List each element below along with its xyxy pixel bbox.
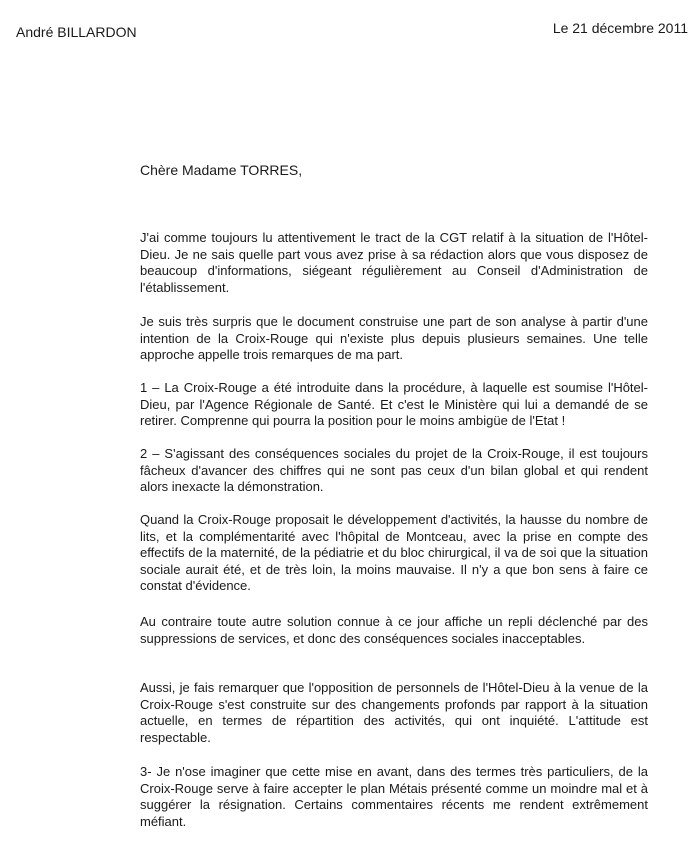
paragraph-8: [140, 764, 648, 830]
paragraph-5: [140, 512, 648, 595]
paragraph-6: [140, 614, 648, 647]
paragraph-8-text: 3- Je n'ose imaginer que cette mise en avant, dans des termes très particuliers, de la Croix-Rouge serve à faire accepter le plan Métais présenté comme un moindre mal et à suggérer la résignation. Certains commentaires récents me rendent extrêmement méfiant.: [140, 764, 648, 829]
paragraph-7: [140, 680, 648, 746]
paragraph-3: [140, 380, 648, 430]
letter-date: Le 21 décembre 2011: [552, 20, 688, 36]
paragraph-1: [140, 230, 648, 296]
paragraph-6-text: Au contraire toute autre solution connue à ce jour affiche un repli déclenché par des suppressions de services, et donc des conséquences sociales inacceptables.: [140, 614, 648, 646]
sender-name: André BILLARDON: [16, 24, 137, 40]
paragraph-7-text: Aussi, je fais remarquer que l'opposition de personnels de l'Hôtel-Dieu à la venue de la Croix-Rouge s'est construite sur des changements profonds par rapport à la situation actuelle, en termes de répartition des activités, qui ont inquiété. L'attitude est respectable.: [140, 680, 648, 745]
paragraph-1-text: J'ai comme toujours lu attentivement le tract de la CGT relatif à la situation de l'Hôtel-Dieu. Je ne sais quelle part vous avez prise à sa rédaction alors que vous disposez de beaucoup d'informations, siégeant régulièrement au Conseil d'Administration de l'établissement.: [140, 230, 648, 295]
paragraph-2-text: Je suis très surpris que le document construise une part de son analyse à partir d'une intention de la Croix-Rouge qui n'existe plus depuis plusieurs semaines. Une telle approche appelle trois remarques de ma part.: [140, 314, 648, 362]
salutation: Chère Madame TORRES,: [140, 162, 303, 178]
paragraph-4: [140, 446, 648, 496]
paragraph-3-text: 1 – La Croix-Rouge a été introduite dans la procédure, à laquelle est soumise l'Hôtel-Dieu, par l'Agence Régionale de Santé. Et c'est le Ministère qui lui a demandé de se retirer. Comprenne qui pourra la position pour le moins ambigüe de l'Etat !: [140, 380, 648, 428]
paragraph-2: [140, 314, 648, 364]
paragraph-5-text: Quand la Croix-Rouge proposait le développement d'activités, la hausse du nombre de lits, et la complémentarité avec l'hôpital de Montceau, avec la prise en compte des effectifs de la maternité, de la pédiatrie et du bloc chirurgical, il va de soi que la situation sociale aurait été, et de très loin, la moins mauvaise. Il n'y a que bon sens à faire ce constat d'évidence.: [140, 512, 648, 593]
paragraph-4-text: 2 – S'agissant des conséquences sociales du projet de la Croix-Rouge, il est toujours fâcheux d'avancer des chiffres qui ne sont pas ceux d'un bilan global et qui rendent alors inexacte la démonstration.: [140, 446, 648, 494]
